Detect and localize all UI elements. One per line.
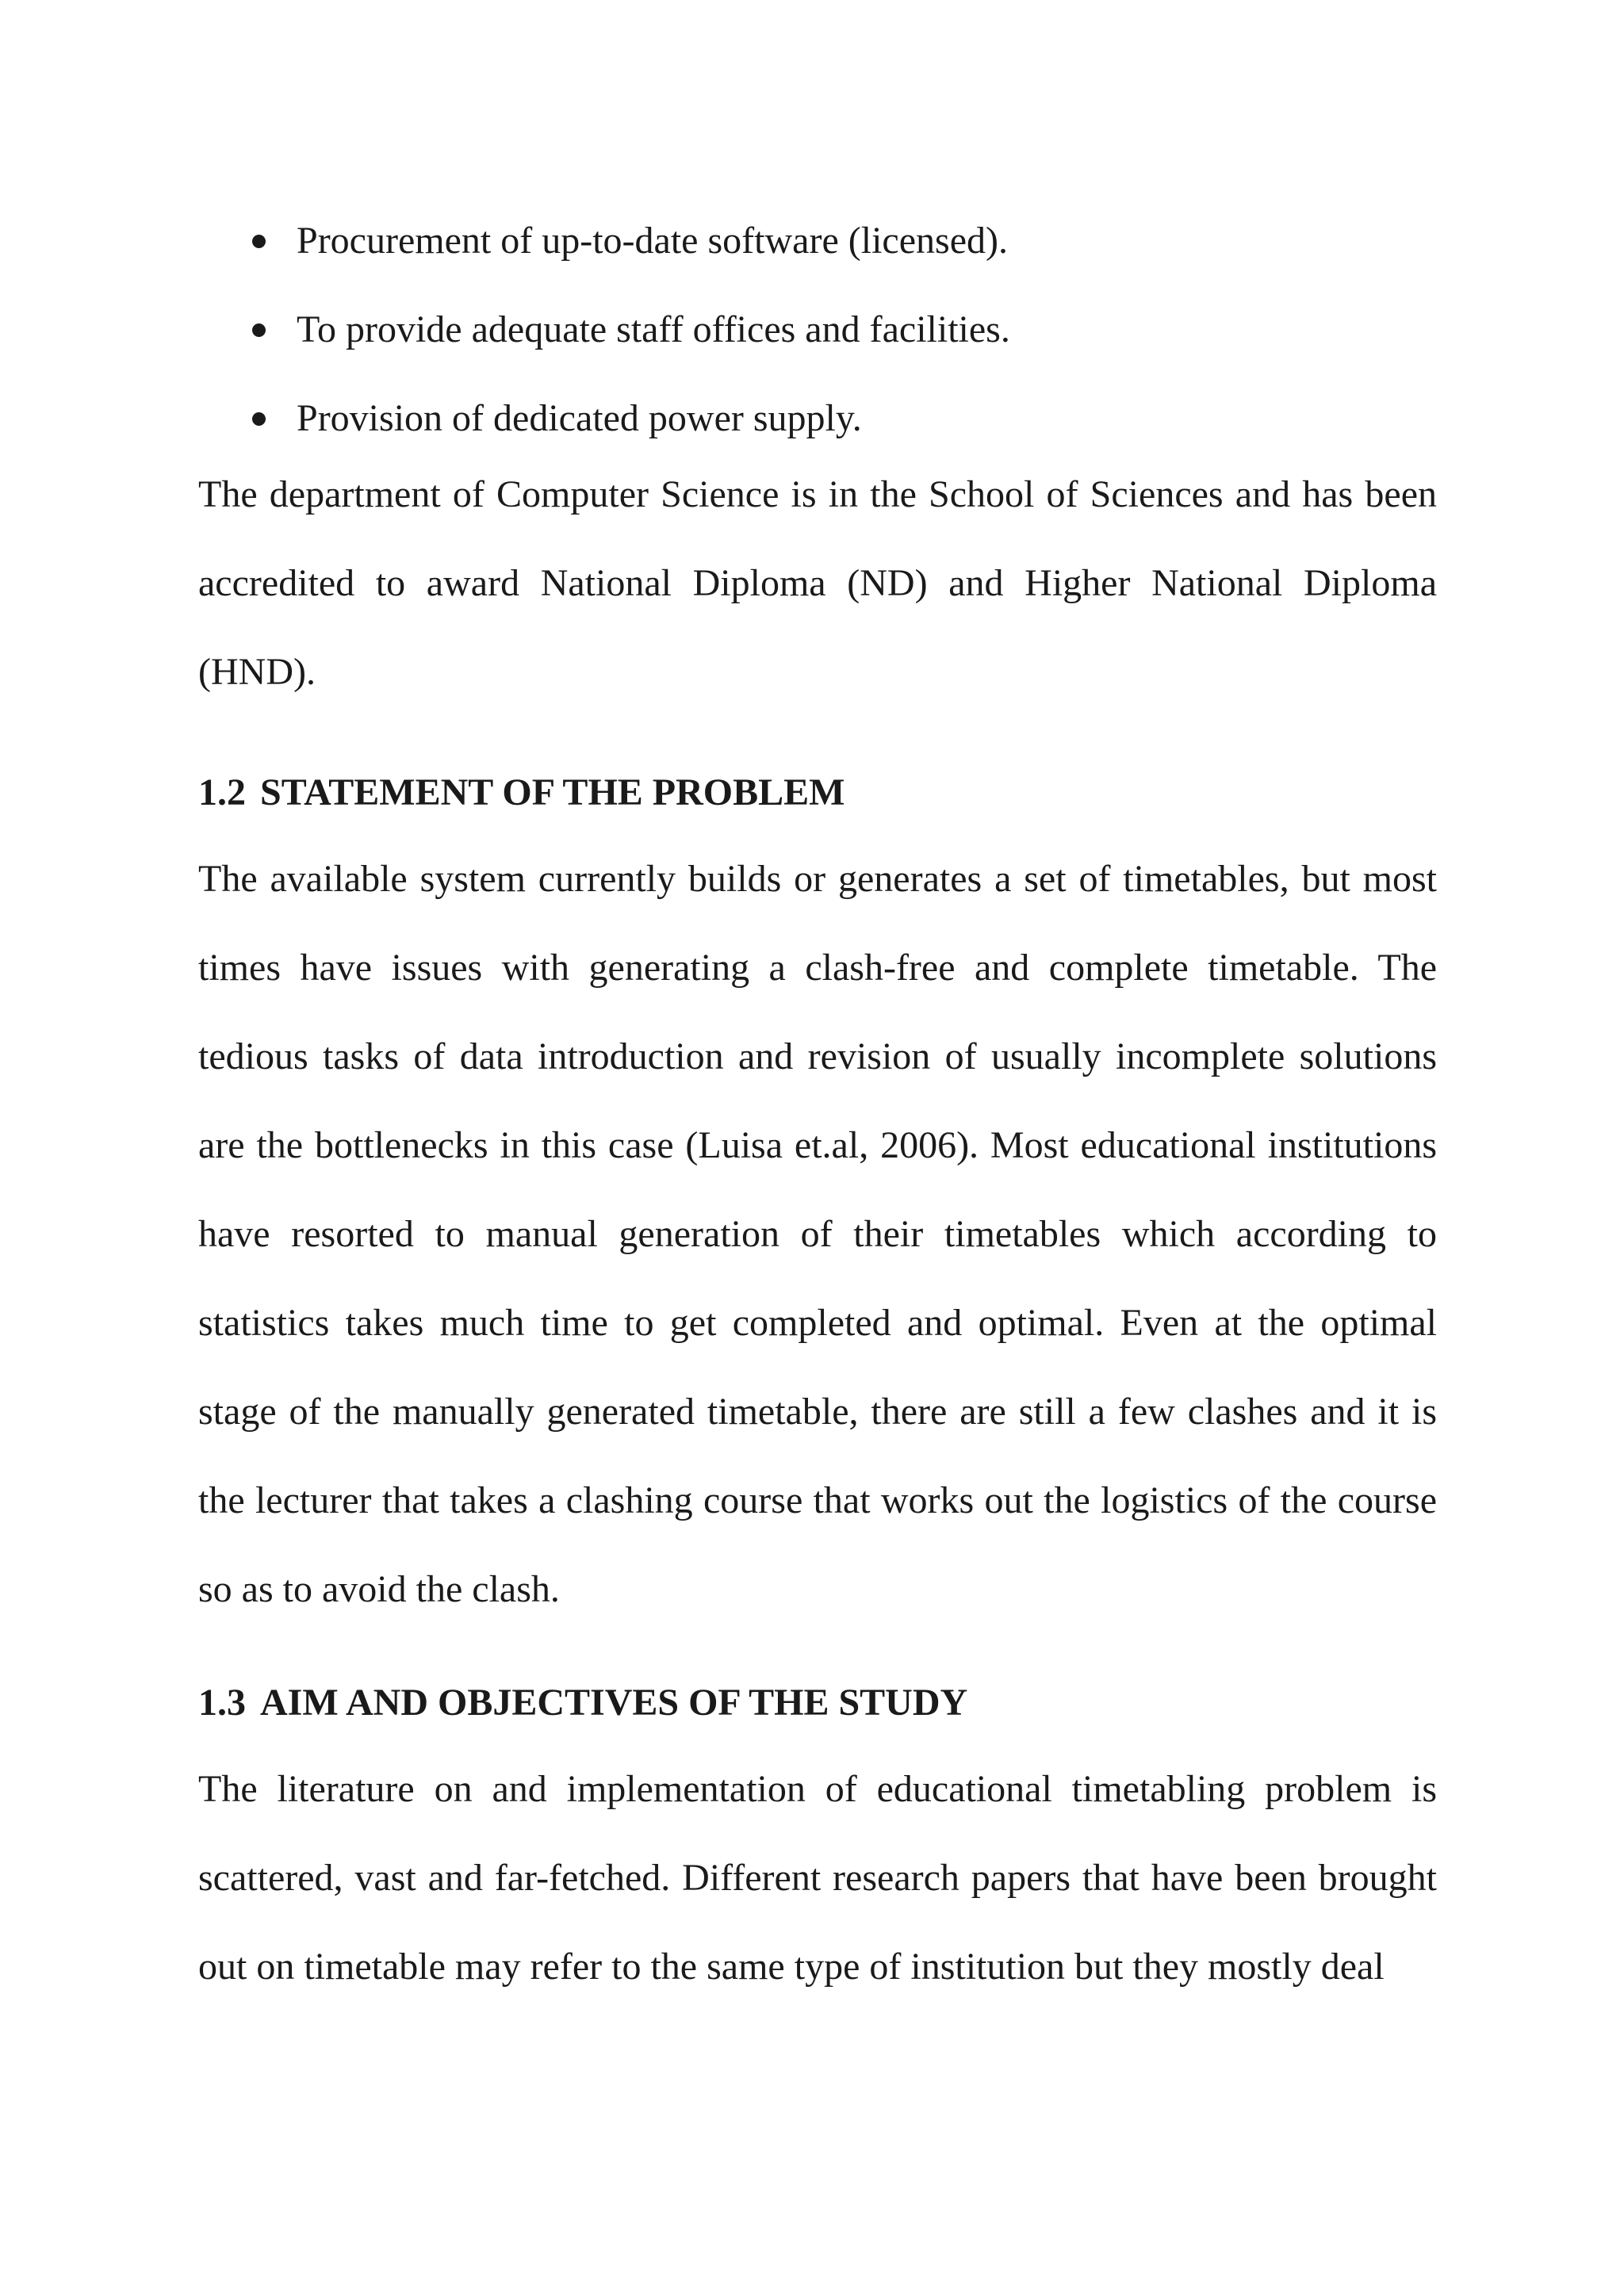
section-heading-1-2 [198, 769, 1437, 817]
bullet-text: To provide adequate staff offices and facilities. [297, 308, 1010, 350]
section-heading-1-3 [198, 1679, 1437, 1727]
section-title: AIM AND OBJECTIVES OF THE STUDY [260, 1682, 968, 1724]
section-number: 1.3 [198, 1682, 246, 1724]
section-title: STATEMENT OF THE PROBLEM [260, 771, 845, 813]
section-number: 1.2 [198, 771, 246, 813]
bullet-icon [252, 412, 266, 426]
intro-paragraph: The department of Computer Science is in the School of Sciences and has been accredited to award National Diploma (ND) and Higher National Diploma (HND). [198, 473, 1437, 693]
bullet-list [198, 197, 1437, 463]
problem-statement-paragraph: The available system currently builds or generates a set of timetables, but most times have issues with generating a clash-free and complete timetable. The tedious tasks of data introduction and revision of usually incomplete solutions are the bottlenecks in this case (Luisa et.al, 2006). Most educational institutions have resorted to manual generation of their timetables which according to statistics takes much time to get completed and optimal. Even at the optimal stage of the manually generated timetable, there are still a few clashes and it is the lecturer that takes a clashing course that works out the logistics of the course so as to avoid the clash. [198, 858, 1437, 1610]
aim-objectives-paragraph: The literature on and implementation of educational timetabling problem is scattered, vast and far-fetched. Different research papers that have been brought out on timetable may refer to the same type of institution but they mostly deal [198, 1768, 1437, 1988]
bullet-icon [252, 323, 266, 337]
bullet-item [198, 285, 1437, 374]
bullet-item [198, 197, 1437, 285]
bullet-icon [252, 235, 266, 248]
bullet-text: Provision of dedicated power supply. [297, 397, 862, 439]
bullet-text: Procurement of up-to-date software (licensed). [297, 220, 1008, 262]
